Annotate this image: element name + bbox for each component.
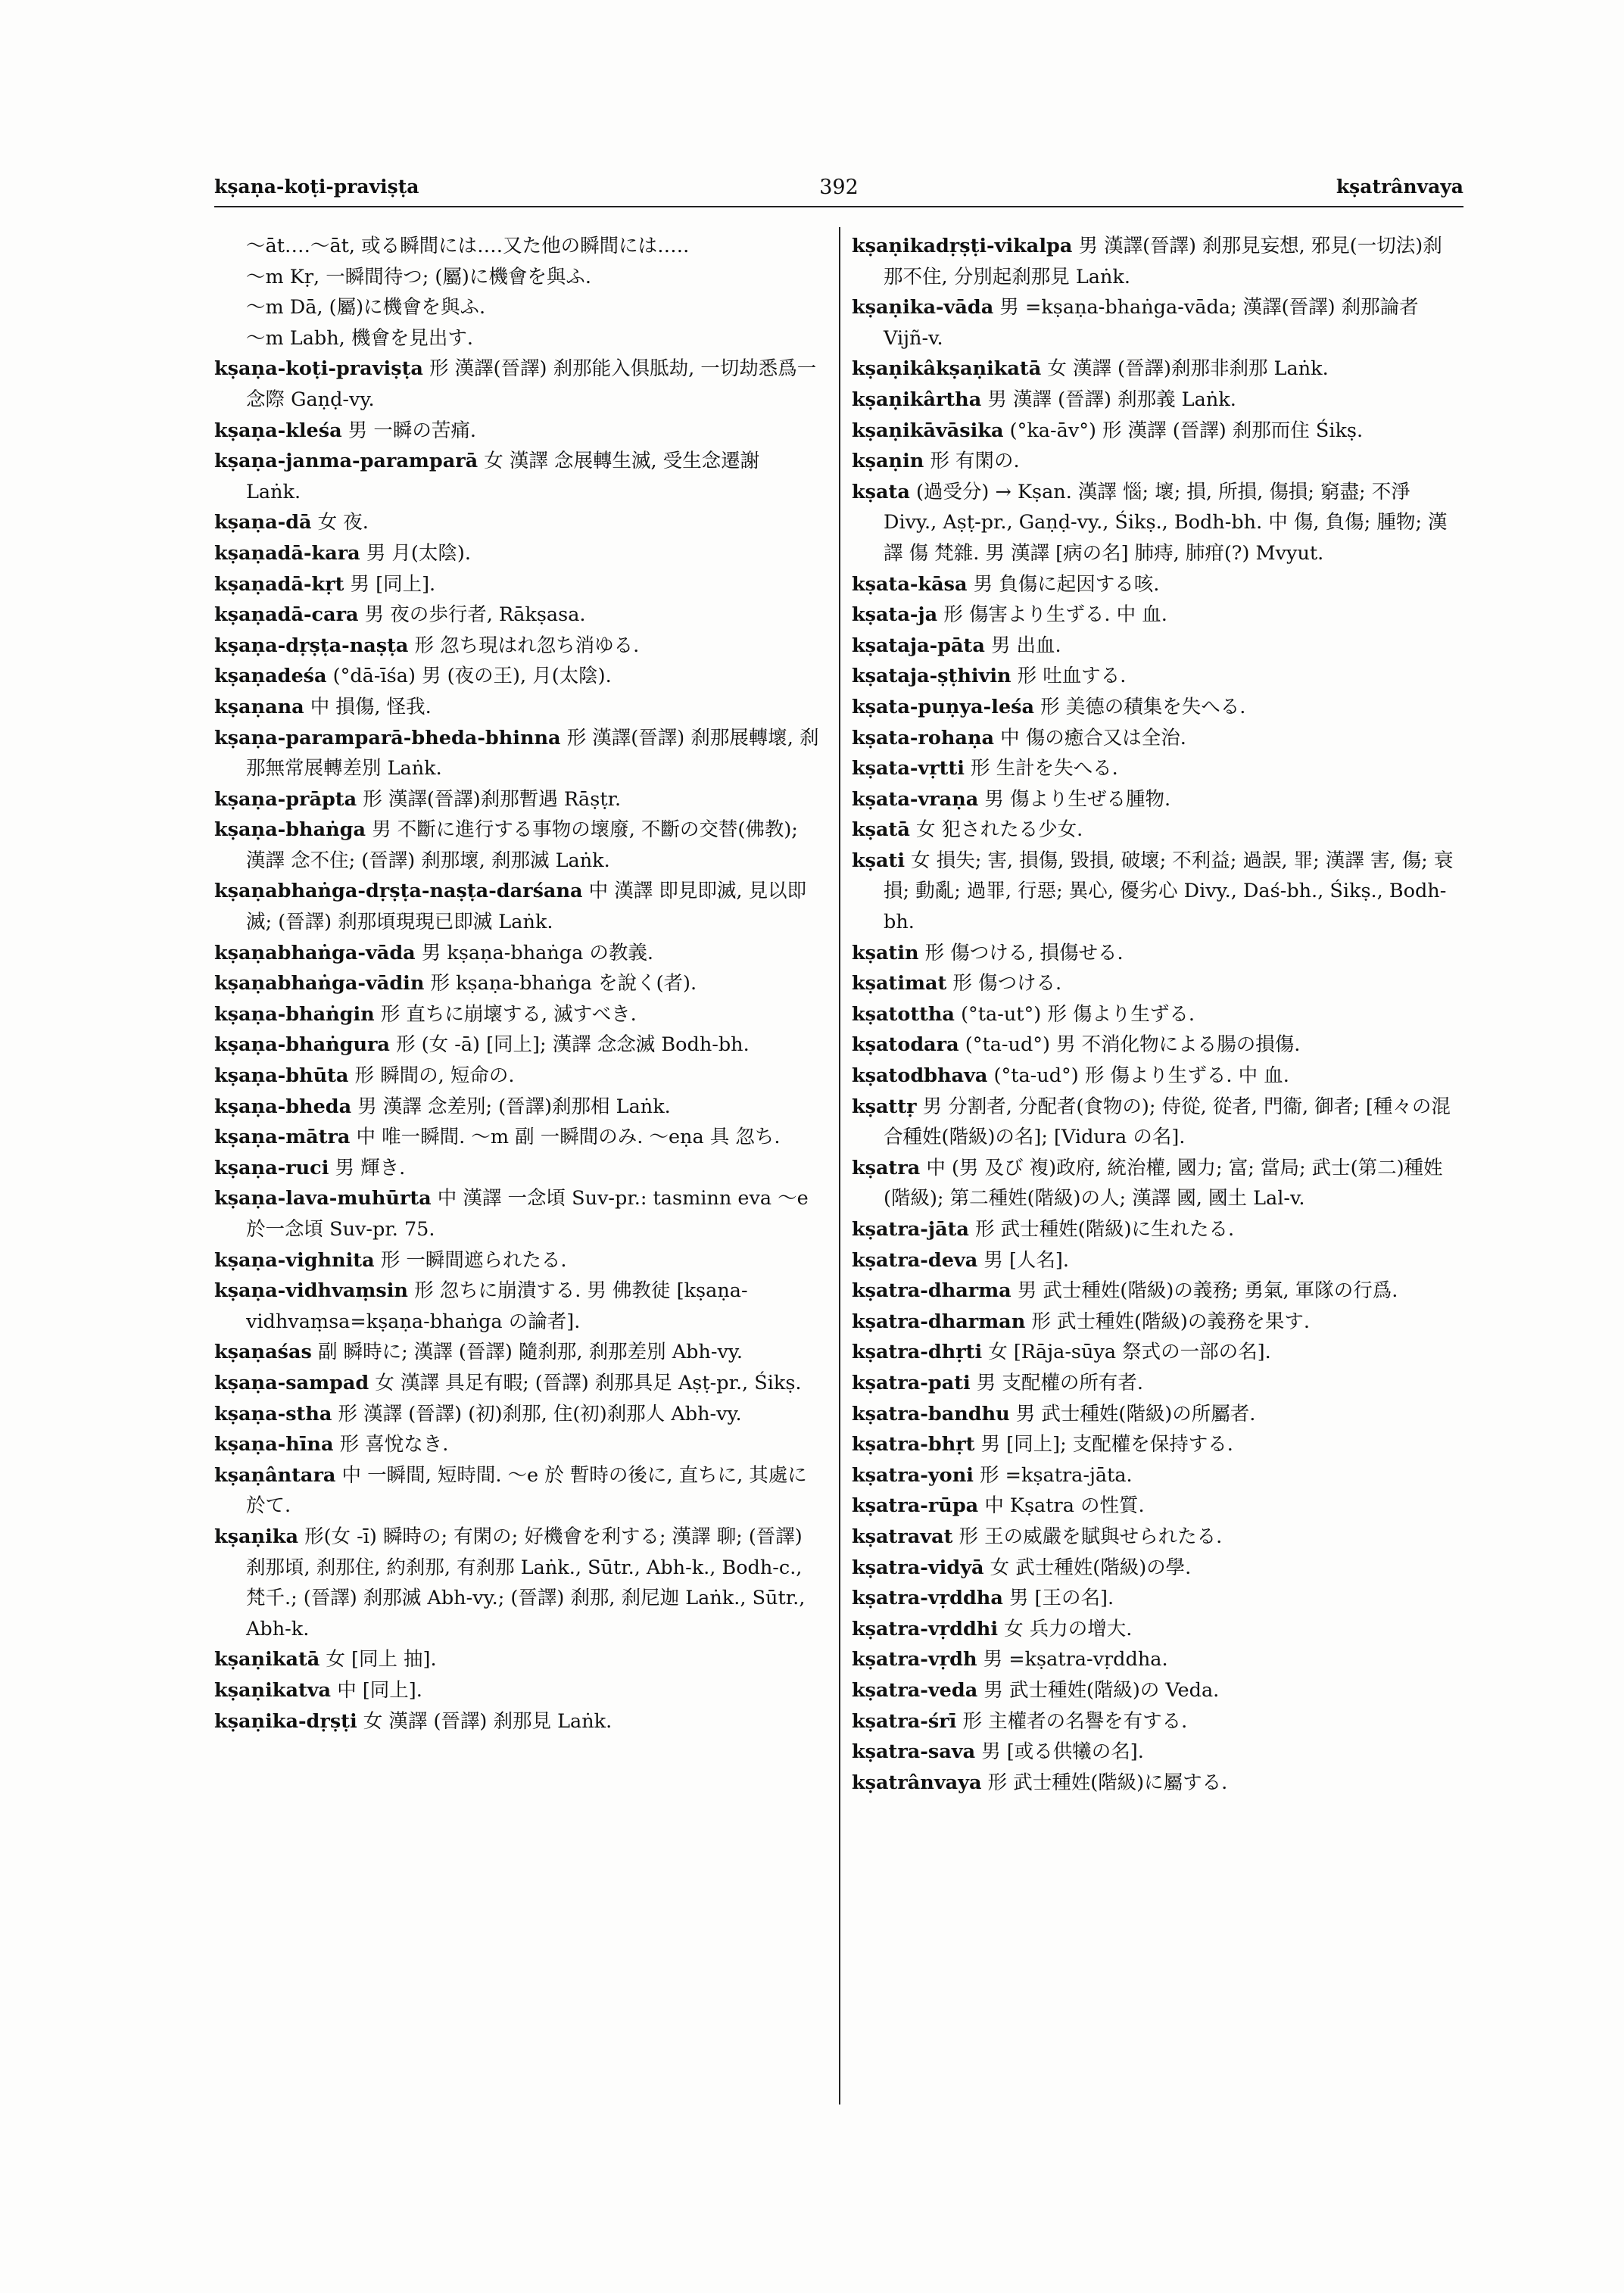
dictionary-entry [852,1214,1457,1245]
dictionary-entry [852,1583,1457,1614]
entry-definition: 女 武士種姓(階級)の學. [990,1556,1192,1579]
entry-headword: kṣatin [852,941,919,964]
dictionary-entry [852,231,1457,292]
dictionary-entry [214,231,820,262]
entry-headword: kṣaṇa-bhaṅgin [214,1002,375,1026]
dictionary-entry [852,815,1457,846]
dictionary-entry [852,292,1457,354]
entry-definition: 男 夜の歩行者, Rākṣasa. [364,603,586,627]
dictionary-entry [214,631,820,662]
dictionary-entry [214,354,820,415]
entry-definition: 形 忽ち現はれ忽ち消ゆる. [414,634,640,657]
entry-headword: kṣatra-dhṛti [852,1341,983,1364]
entry-headword: kṣata-rohaṇa [852,726,995,749]
entry-headword: kṣaṇika [214,1525,298,1548]
entry-definition: 〜m Kṛ, 一瞬間待つ; (屬)に機會を與ふ. [246,265,591,288]
entry-headword: kṣatottha [852,1002,955,1026]
entry-definition: 女 漢譯 念展轉生滅, 受生念遷謝 Laṅk. [246,450,760,503]
entry-headword: kṣatrânvaya [852,1771,982,1794]
header-right-guide-word: kṣatrânvaya [1336,176,1463,198]
entry-definition: 中 漢譯 即見即滅, 見以即滅; (晉譯) 刹那頃現現已即滅 Laṅk. [246,880,807,934]
entry-headword: kṣaṇadā-kara [214,541,360,565]
entry-headword: kṣatra-dharman [852,1310,1026,1333]
dictionary-entry [852,723,1457,754]
dictionary-entry [852,753,1457,784]
dictionary-entry [852,1460,1457,1491]
entry-headword: kṣatra-dharma [852,1279,1011,1303]
page-number: 392 [819,176,859,199]
right-column [852,231,1457,1798]
dictionary-entry [852,569,1457,600]
entry-headword: kṣaṇadeśa [214,665,327,688]
entry-headword: kṣaṇa-vighnita [214,1248,375,1272]
entry-definition: 男 武士種姓(階級)の Veda. [983,1678,1220,1702]
dictionary-entry [214,876,820,937]
dictionary-entry [852,354,1457,385]
entry-definition: (過受分) → Kṣan. 漢譯 惱; 壞; 損, 所損, 傷損; 窮盡; 不淨 Divy., Aṣṭ-pr., Gaṇḍ-vy., Śikṣ., Bodh-bh. 中 傷, 負傷; 腫物; 漢譯 傷 梵雜. 男 漢譯 [病の名] 肺痔, 肺疳(?) Mvyut. [884,480,1448,565]
dictionary-entry [214,1675,820,1706]
entry-definition: 形 瞬間の, 短命の. [354,1064,515,1088]
dictionary-entry [852,661,1457,692]
entry-definition: 形 忽ちに崩潰する. 男 佛教徒 [kṣaṇa-vidhvaṃsa=kṣaṇa-bhaṅga の論者]. [246,1279,748,1333]
entry-headword: kṣatra-bhṛt [852,1433,975,1456]
entry-headword: kṣaṇa-sampad [214,1371,369,1394]
entry-headword: kṣattṛ [852,1095,917,1118]
entry-definition: 男 武士種姓(階級)の所屬者. [1015,1402,1256,1425]
entry-definition: 〜m Dā, (屬)に機會を與ふ. [246,296,486,319]
entry-headword: kṣatra-vṛddhi [852,1617,999,1640]
entry-definition: 中 唯一瞬間. 〜m 副 一瞬間のみ. 〜eṇa 具 忽ち. [356,1126,781,1149]
entry-definition: 形 生計を失へる. [971,757,1118,780]
entry-definition: 男 漢譯 (晉譯) 刹那義 Laṅk. [987,388,1236,411]
entry-headword: kṣatra-vṛdh [852,1648,977,1671]
entry-definition: 形 (女 -ā) [同上]; 漢譯 念念滅 Bodh-bh. [396,1033,750,1057]
entry-definition: 形 漢譯(晉譯) 刹那展轉壞, 刹那無常展轉差別 Laṅk. [246,726,819,780]
dictionary-entry [214,1092,820,1123]
entry-definition: 男 月(太陰). [366,541,471,565]
entry-definition: 形 一瞬間遮られたる. [380,1248,567,1272]
entry-definition: 形 武士種姓(階級)に生れたる. [975,1218,1235,1241]
dictionary-entry [852,968,1457,999]
entry-definition: 男 漢譯(晉譯) 刹那見妄想, 邪見(一切法)刹那不住, 分別起刹那見 Laṅk. [884,235,1442,288]
dictionary-entry [852,1368,1457,1399]
entry-definition: 男 =kṣaṇa-bhaṅga-vāda; 漢譯(晉譯) 刹那論者 Vijñ-v. [884,296,1419,350]
entry-headword: kṣaṇin [852,450,924,473]
entry-definition: (°ta-ud°) 男 不消化物による腸の損傷. [965,1033,1301,1057]
entry-headword: kṣatra-deva [852,1248,978,1272]
entry-definition: 男 =kṣatra-vṛddha. [983,1648,1168,1671]
entry-headword: kṣaṇa-janma-paramparā [214,450,478,473]
dictionary-entry [214,1153,820,1184]
dictionary-entry [852,784,1457,815]
entry-definition: 女 [同上 抽]. [326,1648,437,1671]
entry-headword: kṣaṇa-kleśa [214,419,342,442]
entry-definition: 女 [Rāja-sūya 祭式の一部の名]. [988,1341,1271,1364]
dictionary-entry [214,600,820,631]
entry-definition: 中 漢譯 一念頃 Suv-pr.: tasminn eva 〜e 於一念頃 Suv-pr. 75. [246,1187,809,1241]
entry-definition: 形 喜悅なき. [339,1433,449,1456]
dictionary-entry [852,416,1457,447]
entry-headword: kṣaṇika-dṛṣṭi [214,1709,357,1733]
entry-definition: 男 支配權の所有者. [976,1371,1144,1394]
entry-headword: kṣatra-veda [852,1678,978,1702]
entry-headword: kṣatra-bandhu [852,1402,1010,1425]
entry-definition: 形 主權者の名譽を有する. [962,1709,1188,1733]
entry-definition: 形 傷害より生ずる. 中 血. [943,603,1167,627]
dictionary-entry [852,692,1457,723]
dictionary-entry [214,723,820,784]
dictionary-entry [214,999,820,1030]
dictionary-entry [214,323,820,354]
entry-headword: kṣaṇa-bhaṅga [214,818,366,842]
dictionary-entry [214,569,820,600]
entry-definition: 形 武士種姓(階級)に屬する. [987,1771,1228,1794]
entry-definition: (°ta-ud°) 形 傷より生ずる. 中 血. [993,1064,1289,1088]
entry-definition: 形(女 -ī) 瞬時の; 有閑の; 好機會を利する; 漢譯 聊; (晉譯) 刹那頃, 刹那住, 約刹那, 有刹那 Laṅk., Sūtr., Abh-k., Bodh-c., 梵千.; (晉譯) 刹那滅 Abh-vy.; (晉譯) 刹那, 刹尼迦 Laṅk., Sūtr., Abh-k. [246,1525,806,1640]
dictionary-entry [852,477,1457,569]
dictionary-entry [852,1491,1457,1522]
entry-definition: 男 出血. [990,634,1061,657]
entry-headword: kṣaṇa-lava-muhūrta [214,1187,432,1210]
entry-headword: kṣaṇa-bhūta [214,1064,349,1088]
entry-definition: 形 漢譯(晉譯) 刹那能入俱胝劫, 一切劫悉爲一念際 Gaṇḍ-vy. [246,357,817,411]
entry-definition: 女 損失; 害, 損傷, 毀損, 破壞; 不利益; 過誤, 罪; 漢譯 害, 傷; 衰損; 動亂; 過罪, 行惡; 異心, 優劣心 Divy., Daś-bh., Śikṣ., Bodh-bh. [884,849,1454,934]
entry-headword: kṣaṇa-dā [214,511,312,534]
entry-headword: kṣaṇa-bheda [214,1095,352,1118]
dictionary-entry [214,1061,820,1092]
entry-definition: 中 Kṣatra の性質. [984,1494,1145,1518]
dictionary-entry [214,1522,820,1644]
entry-headword: kṣaṇa-prāpta [214,787,357,811]
dictionary-entry [214,1122,820,1153]
entry-definition: 男 [同上]; 支配權を保持する. [980,1433,1233,1456]
entry-headword: kṣata [852,480,910,503]
entry-headword: kṣata-ja [852,603,938,627]
dictionary-entry [852,846,1457,938]
entry-definition: 女 漢譯 具足有暇; (晉譯) 刹那具足 Aṣṭ-pr., Śikṣ. [375,1371,802,1394]
entry-headword: kṣaṇa-paramparā-bheda-bhinna [214,726,561,749]
dictionary-entry [852,1337,1457,1368]
entry-headword: kṣaṇabhaṅga-vāda [214,941,416,964]
entry-headword: kṣata-vṛtti [852,757,965,780]
entry-headword: kṣataja-ṣṭhivin [852,665,1011,688]
entry-headword: kṣatra-vṛddha [852,1587,1003,1610]
entry-definition: 中 一瞬間, 短時間. 〜e 於 暫時の後に, 直ちに, 其處に於て. [246,1463,807,1518]
dictionary-entry [214,968,820,999]
dictionary-entry [852,1614,1457,1645]
entry-headword: kṣata-vraṇa [852,787,979,811]
dictionary-entry [852,1399,1457,1430]
entry-definition: 男 一瞬の苦痛. [348,419,476,442]
dictionary-entry [214,661,820,692]
entry-headword: kṣatra-jāta [852,1218,969,1241]
entry-headword: kṣatra-śrī [852,1709,957,1733]
dictionary-entry [852,1553,1457,1584]
header-rule [214,206,1463,207]
dictionary-entry [852,1737,1457,1768]
dictionary-entry [852,631,1457,662]
entry-definition: 男 [同上]. [350,572,436,596]
entry-definition: 女 漢譯 (晉譯) 刹那見 Laṅk. [363,1709,613,1733]
entry-definition: 男 [人名]. [983,1248,1069,1272]
dictionary-entry [852,1768,1457,1799]
entry-definition: 形 kṣaṇa-bhaṅga を說く(者). [430,972,697,995]
entry-definition: 女 夜. [317,511,369,534]
dictionary-entry [852,446,1457,477]
dictionary-entry [214,1030,820,1061]
entry-headword: kṣaṇa-mātra [214,1126,351,1149]
entry-definition: 中 [同上]. [337,1678,422,1702]
dictionary-entry [214,1460,820,1522]
dictionary-entry [852,385,1457,416]
dictionary-entry [214,538,820,569]
entry-definition: 形 漢譯 (晉譯) (初)刹那, 住(初)刹那人 Abh-vy. [338,1402,742,1425]
entry-headword: kṣaṇikâkṣaṇikatā [852,357,1042,381]
entry-headword: kṣaṇana [214,695,304,718]
column-divider [839,227,840,2105]
dictionary-entry [852,1307,1457,1338]
entry-headword: kṣataja-pāta [852,634,985,657]
dictionary-entry [214,416,820,447]
entry-headword: kṣaṇadā-cara [214,603,359,627]
dictionary-entry [214,784,820,815]
entry-definition: 形 直ちに崩壞する, 滅すべき. [380,1002,637,1026]
dictionary-entry [852,1429,1457,1460]
dictionary-entry [214,292,820,323]
entry-definition: 中 (男 及び 複)政府, 統治權, 國力; 富; 當局; 武士(第二)種姓(階級); 第二種姓(階級)の人; 漢譯 國, 國土 Lal-v. [884,1156,1443,1210]
dictionary-entry [852,1644,1457,1675]
entry-definition: 形 =kṣatra-jāta. [980,1463,1133,1487]
entry-headword: kṣaṇikatā [214,1648,320,1671]
dictionary-entry [852,1061,1457,1092]
entry-definition: 男 [或る供犧の名]. [981,1740,1144,1764]
entry-definition: (°ka-āv°) 形 漢譯 (晉譯) 刹那而住 Śikṣ. [1009,419,1364,442]
entry-definition: 男 kṣaṇa-bhaṅga の教義. [421,941,653,964]
entry-headword: kṣatodbhava [852,1064,988,1088]
entry-headword: kṣatodara [852,1033,959,1057]
entry-headword: kṣatra-vidyā [852,1556,984,1579]
entry-definition: 副 瞬時に; 漢譯 (晉譯) 隨刹那, 刹那差別 Abh-vy. [317,1341,743,1364]
entry-definition: 形 有閑の. [930,450,1020,473]
dictionary-entry [852,1092,1457,1153]
entry-definition: 形 傷つける, 損傷せる. [924,941,1124,964]
dictionary-entry [852,999,1457,1030]
dictionary-entry [852,1245,1457,1276]
dictionary-entry [852,1030,1457,1061]
page-header [214,176,1463,206]
entry-definition: 形 武士種姓(階級)の義務を果す. [1031,1310,1310,1333]
dictionary-entry [852,1522,1457,1553]
dictionary-entry [214,1337,820,1368]
entry-definition: 男 不斷に進行する事物の壞廢, 不斷の交替(佛教); 漢譯 念不住; (晉譯) 刹那壞, 刹那滅 Laṅk. [246,818,798,872]
entry-headword: kṣatra-rūpa [852,1494,979,1518]
entry-headword: kṣaṇa-hīna [214,1433,334,1456]
dictionary-entry [852,1706,1457,1737]
entry-headword: kṣatā [852,818,910,842]
left-column [214,231,820,1737]
entry-headword: kṣati [852,849,906,872]
entry-headword: kṣaṇadā-kṛt [214,572,344,596]
entry-definition: 形 傷つける. [952,972,1062,995]
entry-definition: 形 漢譯(晉譯)刹那暫遇 Rāṣṭr. [363,787,622,811]
entry-definition: 〜m Labh, 機會を見出す. [246,326,473,350]
entry-headword: kṣaṇabhaṅga-vādin [214,972,425,995]
entry-headword: kṣaṇikatva [214,1678,332,1702]
entry-headword: kṣaṇikârtha [852,388,982,411]
entry-headword: kṣatra-sava [852,1740,976,1764]
entry-definition: 〜āt‥‥〜āt, 或る瞬間には‥‥又た他の瞬間には‥‥. [246,235,690,257]
entry-headword: kṣaṇaśas [214,1341,312,1364]
dictionary-entry [214,446,820,507]
entry-headword: kṣata-kāsa [852,572,968,596]
entry-headword: kṣatra-pati [852,1371,971,1394]
entry-definition: 男 輝き. [335,1156,406,1179]
entry-headword: kṣatravat [852,1525,953,1548]
entry-headword: kṣaṇikāvāsika [852,419,1004,442]
dictionary-entry [214,815,820,876]
entry-definition: 男 分割者, 分配者(食物の); 侍從, 從者, 門衞, 御者; [種々の混合種姓(階級)の名]; [Vidura の名]. [884,1095,1451,1149]
entry-definition: 形 美德の積集を失へる. [1040,695,1246,718]
entry-definition: 中 損傷, 怪我. [310,695,432,718]
entry-headword: kṣaṇa-vidhvaṃsin [214,1279,408,1303]
dictionary-entry [852,938,1457,969]
dictionary-entry [214,1429,820,1460]
dictionary-entry [214,262,820,293]
entry-headword: kṣatra-yoni [852,1463,974,1487]
entry-definition: (°ta-ut°) 形 傷より生ずる. [961,1002,1195,1026]
entry-definition: 男 漢譯 念差別; (晉譯)刹那相 Laṅk. [357,1095,671,1118]
header-left-guide-word: kṣaṇa-koṭi-praviṣṭa [214,176,419,198]
entry-definition: 女 漢譯 (晉譯)刹那非刹那 Laṅk. [1047,357,1329,381]
entry-headword: kṣaṇikadṛṣṭi-vikalpa [852,235,1073,257]
entry-definition: 女 犯されたる少女. [915,818,1083,842]
dictionary-entry [214,1245,820,1276]
entry-definition: 中 傷の癒合又は全治. [1000,726,1186,749]
entry-definition: 男 負傷に起因する咳. [973,572,1160,596]
dictionary-entry [214,1706,820,1737]
entry-headword: kṣata-puṇya-leśa [852,695,1035,718]
entry-definition: 形 王の威嚴を賦與せられたる. [959,1525,1223,1548]
entry-definition: 男 [王の名]. [1008,1587,1114,1610]
entry-definition: (°dā-īśa) 男 (夜の王), 月(太陰). [332,665,612,688]
entry-definition: 形 吐血する. [1017,665,1127,688]
dictionary-entry [214,692,820,723]
entry-headword: kṣaṇa-dṛṣṭa-naṣṭa [214,634,409,657]
dictionary-entry [214,1368,820,1399]
dictionary-entry [852,1675,1457,1706]
entry-headword: kṣaṇa-koṭi-praviṣṭa [214,357,423,381]
entry-headword: kṣaṇa-bhaṅgura [214,1033,390,1057]
dictionary-entry [852,1153,1457,1214]
dictionary-entry [214,1183,820,1245]
entry-definition: 女 兵力の增大. [1004,1617,1133,1640]
dictionary-entry [852,600,1457,631]
dictionary-entry [852,1276,1457,1307]
entry-headword: kṣaṇa-ruci [214,1156,329,1179]
dictionary-entry [214,1399,820,1430]
entry-headword: kṣaṇabhaṅga-dṛṣṭa-naṣṭa-darśana [214,880,583,903]
entry-headword: kṣatra [852,1156,921,1179]
entry-headword: kṣatimat [852,972,947,995]
entry-definition: 男 傷より生ぜる腫物. [984,787,1171,811]
entry-definition: 男 武士種姓(階級)の義務; 勇氣, 軍隊の行爲. [1017,1279,1398,1303]
dictionary-entry [214,1644,820,1675]
dictionary-entry [214,1276,820,1337]
entry-headword: kṣaṇika-vāda [852,296,994,319]
entry-headword: kṣaṇa-stha [214,1402,332,1425]
dictionary-entry [214,507,820,538]
dictionary-entry [214,938,820,969]
entry-headword: kṣaṇântara [214,1463,336,1487]
